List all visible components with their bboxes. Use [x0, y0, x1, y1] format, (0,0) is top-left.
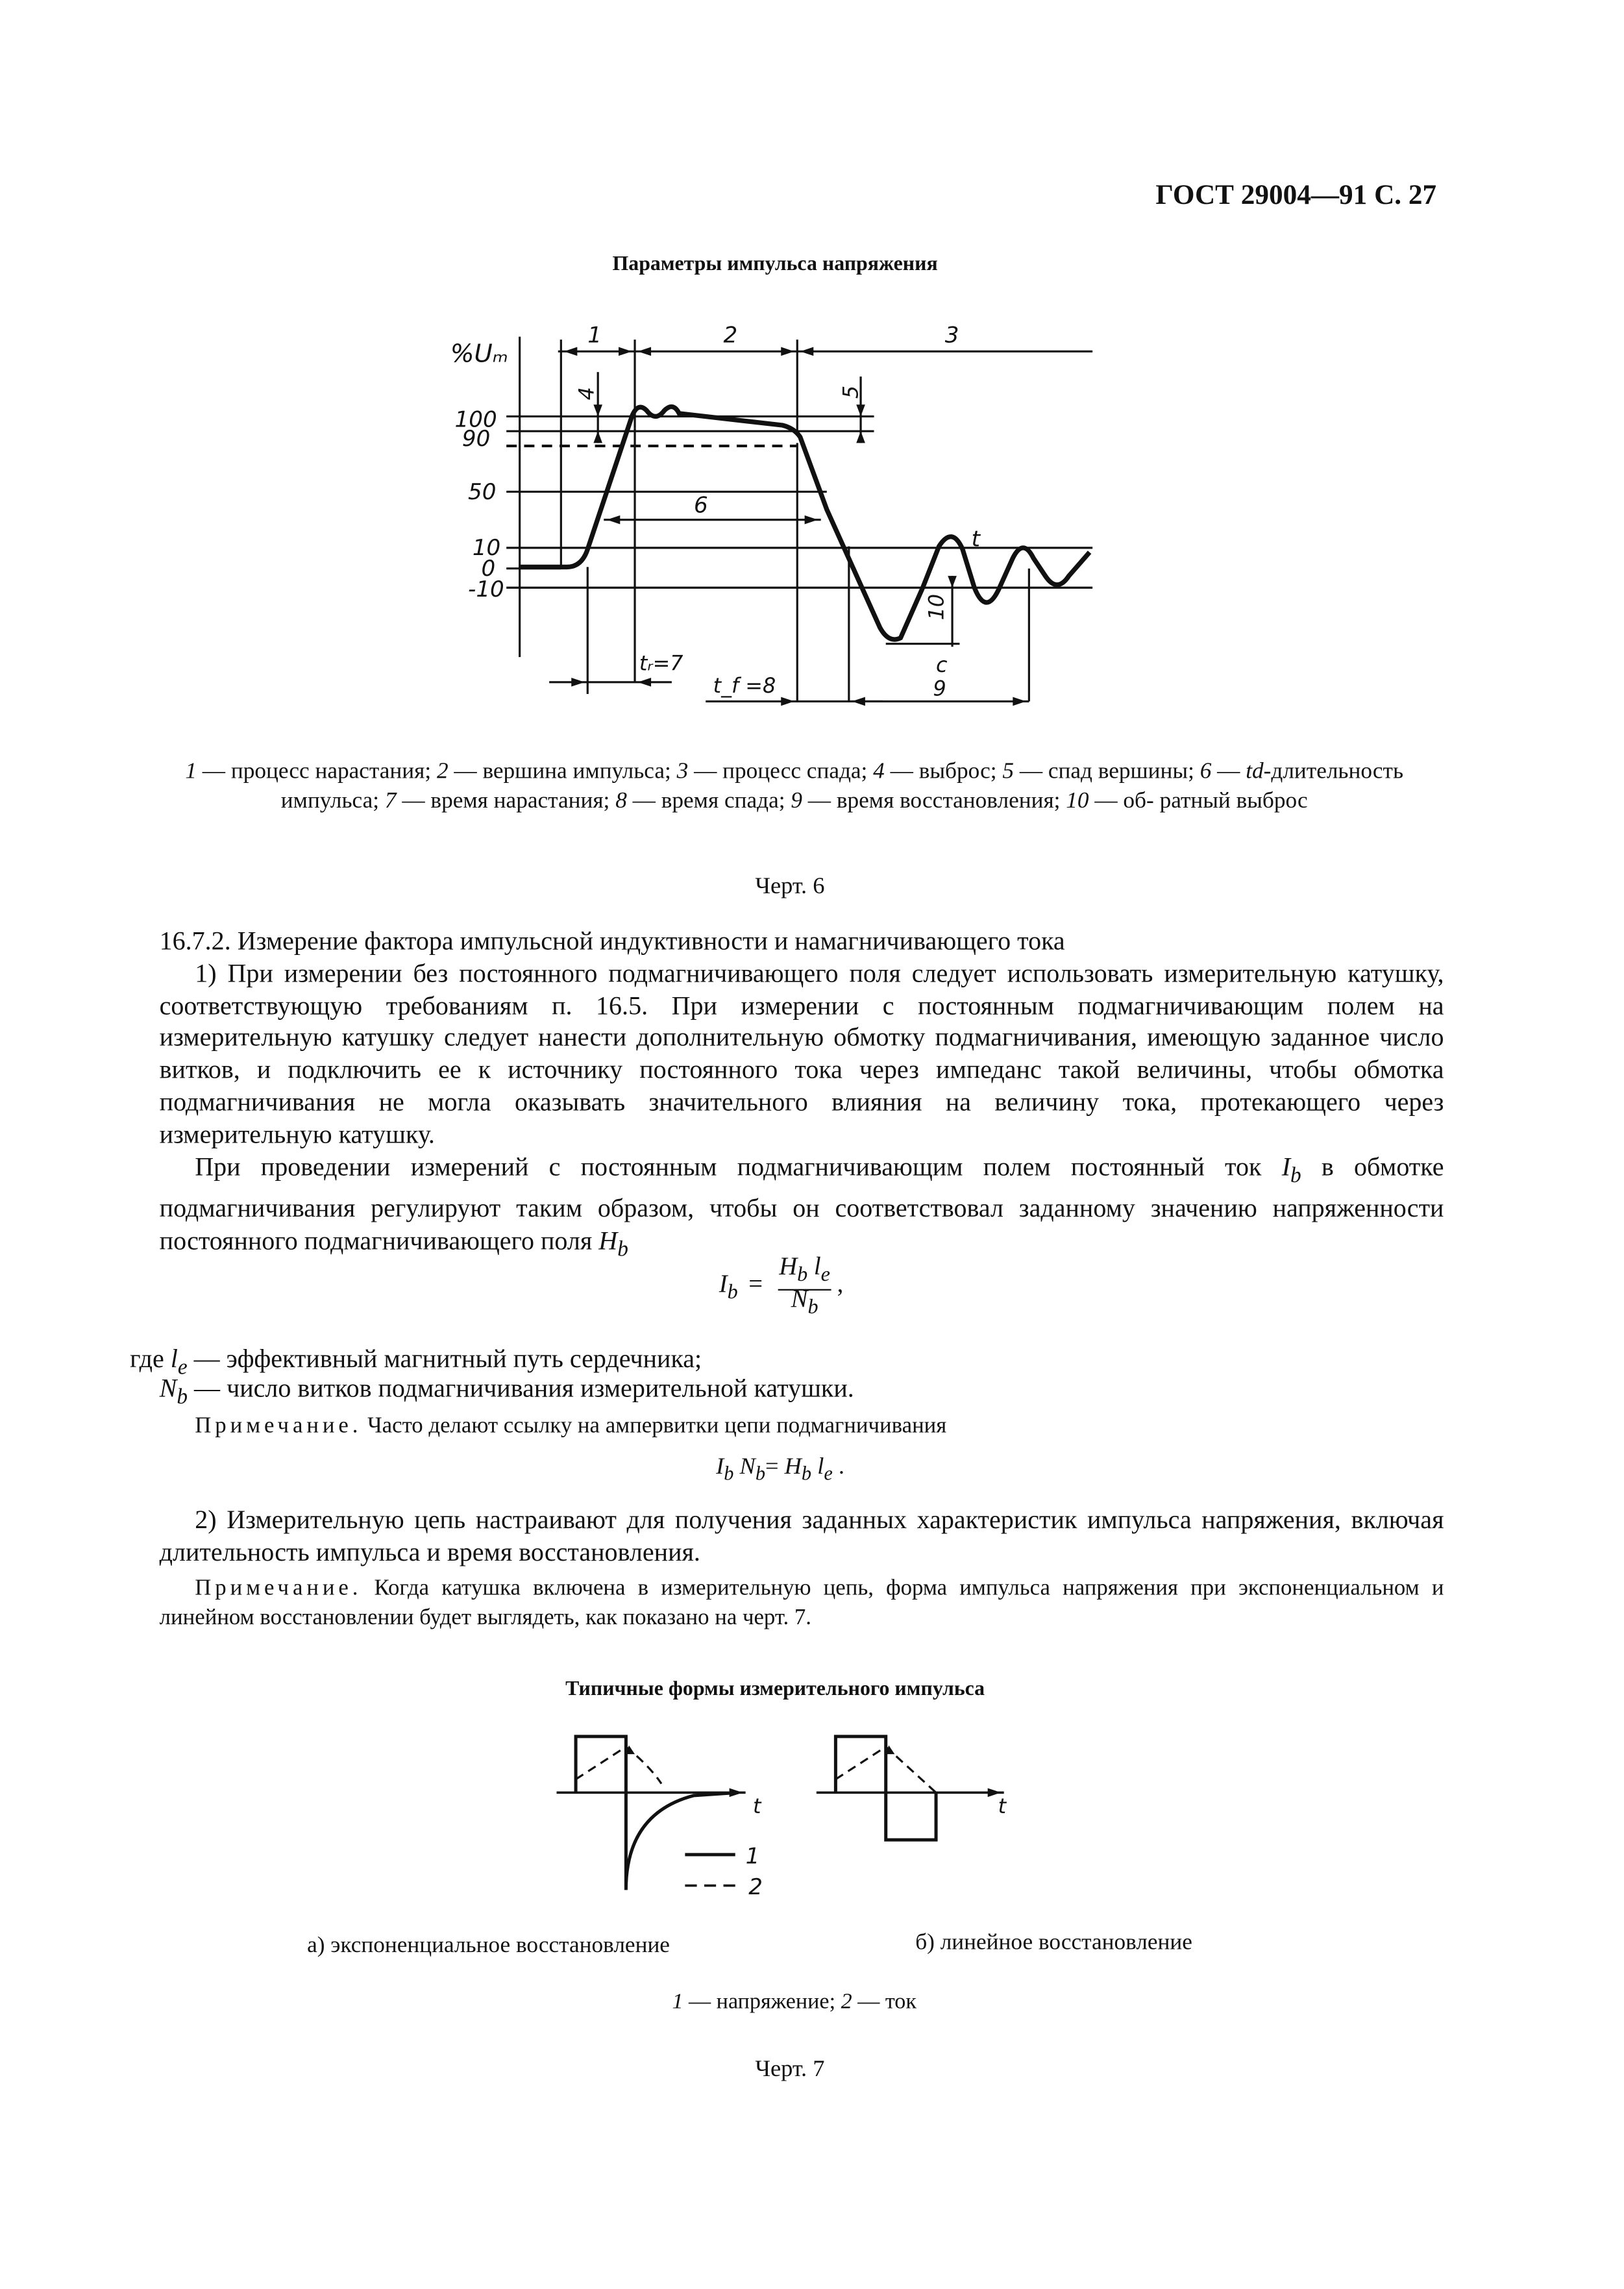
fig6-label-5: 5 [838, 385, 863, 399]
where-nb: $N_b$ — число витков подмагничивания измерительной катушки. [159, 1373, 854, 1410]
note-1: Примечание. Часто делают ссылку на ампервитки цепи подмагничивания [195, 1413, 947, 1439]
section-body [160, 926, 1444, 1267]
fig6-label-2: 2 [723, 322, 738, 349]
fig6-tick-10: 10 [472, 535, 501, 562]
section-heading: 16.7.2. Измерение фактора импульсной индуктивности и намагничивающего тока [159, 926, 1065, 956]
formula-ib: $I_b$ = $H_b$ $l_e$ $N_b$ , [719, 1252, 844, 1320]
fig7-label: Черт. 7 [755, 2057, 825, 2083]
fig7b-voltage-curve [835, 1737, 936, 1840]
fig6-tick-minus10: -10 [468, 576, 504, 602]
fig6-label-tr: tᵣ=7 [639, 650, 683, 676]
fig6-tick-90: 90 [461, 425, 491, 452]
paragraph-3: 2) Измерительную цепь настраивают для получения заданных характеристик импульса напряжения, включая длительность импульса и время восстановления. [159, 1504, 1444, 1566]
fig7b-t-label: t [998, 1794, 1007, 1819]
fig6-title: Параметры импульса напряжения [612, 254, 938, 277]
paragraph-1: 1) При измерении без постоянного подмагничивающего поля следует использовать измерительную катушку, соответствующую требованиям п. 16.5. При измерении с постоянным подмагничивающим полем на измерительную катушку следует нанести дополнительную обмотку подмагничивания, имеющую заданное число витков, и подключить ее к источнику постоянного тока через импеданс такой величины, чтобы обмотка подмагничивания не могла оказывать значительного влияния на величину тока, протекающего через измерительную катушку. [159, 958, 1444, 1149]
fig6-label-1: 1 [587, 322, 602, 349]
fig6-label-3: 3 [944, 322, 959, 349]
formula-ampere-turns: $I_b$ $N_b= H_b$ $l_e$ . [716, 1454, 845, 1485]
fig7-label-b: б) линейное восстановление [915, 1929, 1192, 1955]
fig6-label-9: 9 [933, 676, 946, 701]
fig6-label-4: 4 [574, 387, 599, 401]
fig7-diagram [547, 1720, 1034, 1912]
note-2: Примечание. Когда катушка включена в измерительную цепь, форма импульса напряжения при экспоненциальном и линейном восстановлении будет выглядеть, как показано на черт. 7. [159, 1575, 1444, 1631]
fig7-legend-1: 1 [745, 1843, 760, 1870]
fig6-label: Черт. 6 [755, 874, 825, 900]
where-le: где $l_e$ — эффективный магнитный путь сердечника; [130, 1343, 702, 1380]
fig6-label-10: 10 [924, 593, 949, 621]
fig7-legend-caption: 1 — напряжение; 2 — ток [672, 1990, 917, 2014]
page-header: ГОСТ 29004—91 С. 27 [1155, 180, 1437, 212]
fig6-label-tf: t_f =8 [713, 673, 776, 698]
fig7-legend-2: 2 [748, 1874, 763, 1901]
fig6-axis-label: %Uₘ [450, 339, 508, 369]
fig6-pulse-diagram [436, 310, 1129, 724]
paragraph-2: При проведении измерений с постоянным подмагничивающим полем постоянный ток $I_b$ в обмотке подмагничивания регулируют таким образом, чтобы он соответствовал заданному значению напряженности постоянного подмагничивающего поля $H_b$ [159, 1151, 1444, 1261]
fig6-caption: 1 — процесс нарастания; 2 — вершина импульса; 3 — процесс спада; 4 — выброс; 5 — спад вершины; 6 — td-длительность импульса; 7 — время нарастания; 8 — время спада; 9 — время восстановления; 10 — об- ратный выброс [185, 759, 1404, 814]
fig7a-t-label: t [753, 1794, 761, 1819]
fig6-tick-0: 0 [481, 556, 496, 582]
fig6-tick-100: 100 [454, 406, 497, 433]
fig7a-voltage-curve [576, 1737, 738, 1890]
fig7-label-a: а) экспоненциальное восстановление [307, 1933, 670, 1959]
fig6-tick-50: 50 [468, 478, 497, 505]
fig7-title: Типичные формы измерительного импульса [565, 1679, 985, 1701]
fig6-label-c: c [936, 652, 948, 677]
fig7a-current-curve [576, 1747, 661, 1784]
fig6-label-t: t [971, 526, 981, 552]
fig6-label-6: 6 [694, 492, 708, 519]
